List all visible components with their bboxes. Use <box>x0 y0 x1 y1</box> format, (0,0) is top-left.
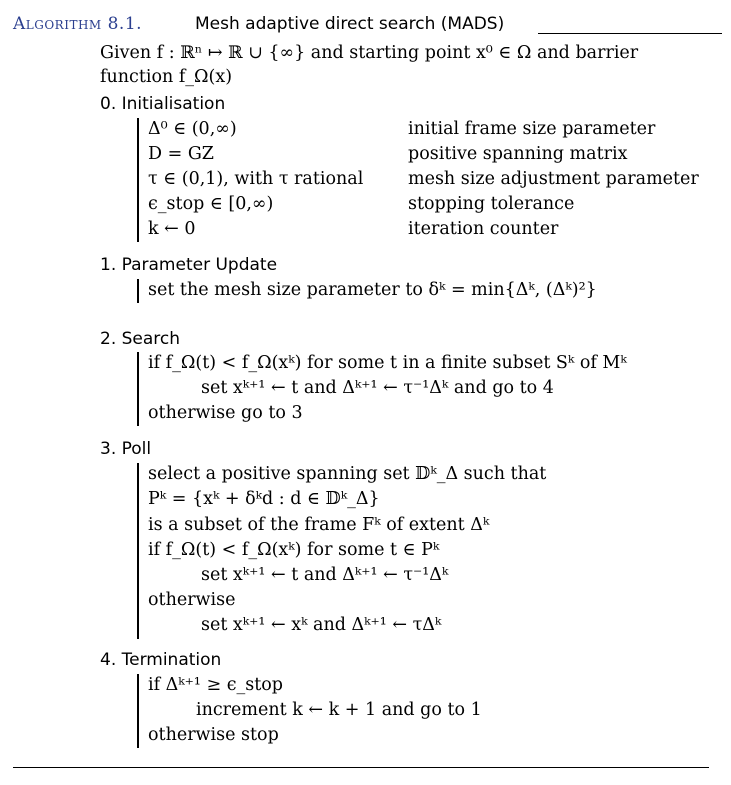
termination-line-3: otherwise stop <box>148 725 279 745</box>
header-rule <box>538 33 722 34</box>
search-line-1: if f_Ω(t) < f_Ω(xᵏ) for some t in a finite subset Sᵏ of Mᵏ <box>148 353 627 373</box>
step-termination: 4. Termination <box>100 650 222 670</box>
step-initialisation: 0. Initialisation <box>100 94 226 114</box>
poll-line-2: Pᵏ = {xᵏ + δᵏd : d ∈ 𝔻ᵏ_Δ} <box>148 489 380 509</box>
init-desc-5: iteration counter <box>408 219 559 239</box>
init-desc-1: initial frame size parameter <box>408 119 656 139</box>
intro-line-1: Given f : ℝⁿ ↦ ℝ ∪ {∞} and starting point x⁰ ∈ Ω and barrier <box>100 43 639 63</box>
algorithm-label: Algorithm 8.1. <box>13 14 143 34</box>
search-line-3: otherwise go to 3 <box>148 403 303 423</box>
intro-line-2: function f_Ω(x) <box>100 67 233 87</box>
algorithm-title: Mesh adaptive direct search (MADS) <box>195 14 505 34</box>
termination-line-1: if Δᵏ⁺¹ ≥ ϵ_stop <box>148 675 284 695</box>
step-poll: 3. Poll <box>100 439 152 459</box>
poll-line-4: if f_Ω(t) < f_Ω(xᵏ) for some t ∈ Pᵏ <box>148 540 440 560</box>
termination-bar <box>137 674 139 748</box>
footer-rule <box>13 767 709 768</box>
update-line-1: set the mesh size parameter to δᵏ = min{Δᵏ, (Δᵏ)²} <box>148 280 597 300</box>
update-bar <box>137 279 139 303</box>
init-desc-3: mesh size adjustment parameter <box>408 169 699 189</box>
step-parameter-update: 1. Parameter Update <box>100 255 278 275</box>
algorithm-header <box>13 8 717 36</box>
init-desc-4: stopping tolerance <box>408 194 575 214</box>
search-bar <box>137 352 139 426</box>
poll-line-1: select a positive spanning set 𝔻ᵏ_Δ such that <box>148 464 547 484</box>
init-bar <box>137 118 139 242</box>
poll-line-5: set xᵏ⁺¹ ← t and Δᵏ⁺¹ ← τ⁻¹Δᵏ <box>201 565 449 585</box>
init-expr-3: τ ∈ (0,1), with τ rational <box>148 169 364 189</box>
init-expr-4: ϵ_stop ∈ [0,∞) <box>148 194 274 214</box>
init-expr-1: Δ⁰ ∈ (0,∞) <box>148 119 237 139</box>
termination-line-2: increment k ← k + 1 and go to 1 <box>196 700 482 720</box>
init-expr-2: D = GZ <box>148 144 214 164</box>
step-search: 2. Search <box>100 329 181 349</box>
poll-line-6: otherwise <box>148 590 236 610</box>
init-expr-5: k ← 0 <box>148 219 196 239</box>
init-desc-2: positive spanning matrix <box>408 144 628 164</box>
search-line-2: set xᵏ⁺¹ ← t and Δᵏ⁺¹ ← τ⁻¹Δᵏ and go to 4 <box>201 378 554 398</box>
poll-bar <box>137 463 139 639</box>
poll-line-7: set xᵏ⁺¹ ← xᵏ and Δᵏ⁺¹ ← τΔᵏ <box>201 615 442 635</box>
poll-line-3: is a subset of the frame Fᵏ of extent Δᵏ <box>148 515 490 535</box>
